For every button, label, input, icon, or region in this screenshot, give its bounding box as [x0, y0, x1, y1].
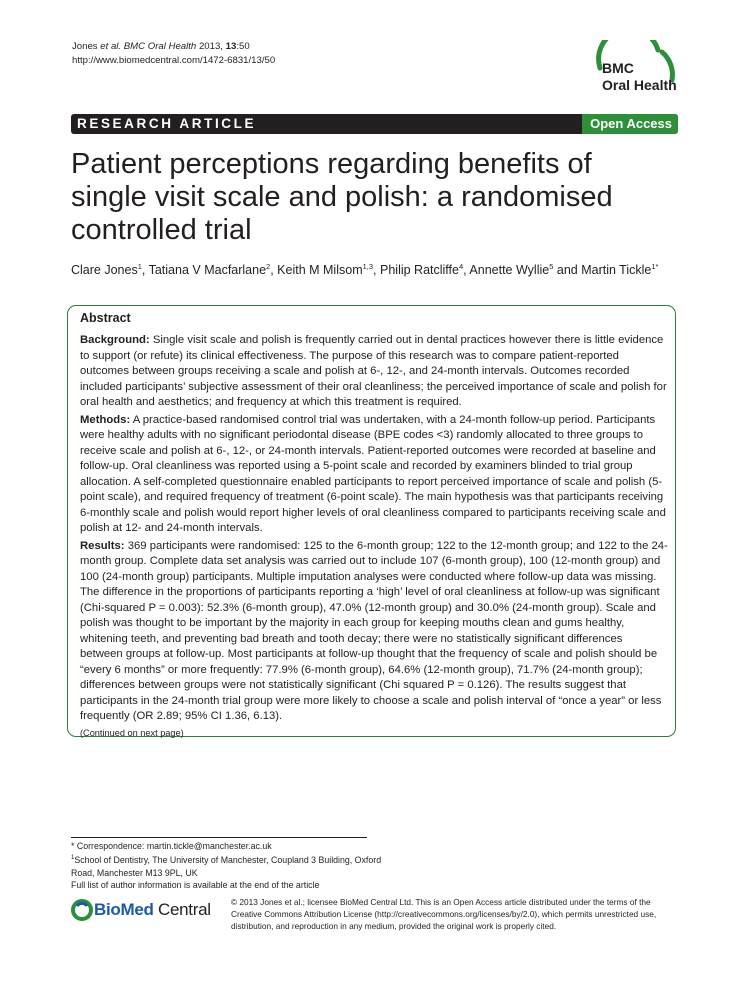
open-access-badge: Open Access: [582, 114, 678, 134]
correspondence-label: * Correspondence:: [71, 841, 145, 851]
license-text: © 2013 Jones et al.; licensee BioMed Central Ltd. This is an Open Access article distributed under the terms of the Creative Commons Attribution License (http://creativecommons.org/licenses/by/2.0), which permits unrestricted use, distribution, and reproduction in any medium, provided the original work is properly cited.: [231, 897, 657, 932]
correspondence-email[interactable]: martin.tickle@manchester.ac.uk: [146, 841, 272, 851]
author-name: Annette Wyllie: [469, 263, 550, 278]
correspondence-line: [71, 840, 391, 852]
logo-line-journal: Oral Health: [602, 77, 677, 93]
citation-volume: 13: [225, 41, 237, 52]
central-word: Central: [153, 900, 211, 919]
abstract-heading: Abstract: [80, 311, 131, 325]
citation-year: 2013,: [198, 41, 223, 52]
background-text: Single visit scale and polish is frequently carried out in dental practices however there is little evidence to support (or refute) its clinical effectiveness. The purpose of this research was to compare patient-reported outcomes between groups receiving a scale and polish at 6-, 12-, and 24-month intervals. Outcomes recorded included participants’ subjective assessment of their oral cleanliness; the perceived importance of scale and polish for oral health and aesthetics; and frequency at which this treatment is required.: [80, 334, 667, 408]
author-affiliation-sup: 5: [549, 262, 554, 271]
citation-line: [72, 40, 275, 54]
author-name: Philip Ratcliffe: [380, 263, 459, 278]
affiliation-line: [71, 852, 391, 879]
author-name: Tatiana V Macfarlane: [148, 263, 267, 278]
article-url[interactable]: http://www.biomedcentral.com/1472-6831/13/50: [72, 55, 276, 66]
author-separator: ,: [463, 263, 470, 278]
author-affiliation-sup: 1: [137, 262, 142, 271]
author-name: Clare Jones: [71, 263, 138, 278]
author-separator: and: [553, 263, 582, 278]
abstract-results: [80, 539, 668, 725]
abstract-background: [80, 333, 668, 411]
abstract-body: [80, 333, 668, 740]
citation-block: [72, 40, 275, 68]
article-title: Patient perceptions regarding benefits of single visit scale and polish: a randomised controlled trial: [71, 148, 613, 246]
continued-note: (Continued on next page): [80, 727, 184, 738]
author-separator: ,: [141, 263, 149, 278]
journal-logo-text: [602, 60, 677, 94]
biomed-central-wordmark: [94, 900, 211, 920]
author-list: [71, 259, 681, 278]
results-text: 369 participants were randomised: 125 to the 6-month group; 122 to the 12-month group; and 122 to the 24-month group. Complete data set analysis was carried out to include 107 (6-month group), 100 (12-month group) and 100 (24-month group) participants. Multiple imputation analyses were conducted where follow-up data was missing. The difference in the proportions of participants reporting a ‘high’ level of oral cleanliness at follow-up was significant (Chi-squared P = 0.003): 52.3% (6-month group), 47.0% (12-month group) and 30.0% (24-month group). Scale and polish was thought to be important by the majority in each group for keeping mouths clean and gums healthy, whitening teeth, and preventing bad breath and tooth decay; there were no statistically significant differences between groups at follow-up. Most participants at follow-up thought that the frequency of scale and polish should be “every 6 months” or more frequently: 77.9% (6-month group), 64.6% (12-month group), 71.7% (24-month group); differences between groups were not statistically significant (Chi squared P = 0.126). The results suggest that participants in the 24-month trial group were more likely to choose a scale and polish interval of “once a year” or less frequently (OR 2.89; 95% CI 1.36, 6.13).: [80, 539, 668, 722]
author-affiliation-sup: 1,3: [362, 262, 374, 271]
affiliation-sup: 1: [71, 855, 75, 862]
article-type-banner: [71, 114, 678, 134]
logo-line-bmc: BMC: [602, 60, 634, 76]
full-author-info-note: Full list of author information is available at the end of the article: [71, 879, 320, 890]
author-affiliation-sup: 2: [266, 262, 271, 271]
author-separator: ,: [373, 263, 380, 278]
author-name: Martin Tickle: [581, 263, 652, 278]
citation-authors: Jones: [72, 41, 98, 52]
background-label: Background:: [80, 334, 150, 346]
citation-journal: BMC Oral Health: [123, 41, 197, 52]
author-name: Keith M Milsom: [277, 263, 363, 278]
abstract-methods: [80, 413, 668, 537]
author-separator: ,: [270, 263, 278, 278]
methods-label: Methods:: [80, 413, 131, 426]
author-affiliation-sup: 1*: [651, 262, 659, 271]
affiliation-text: School of Dentistry, The University of Manchester, Coupland 3 Building, Oxford Road, Manchester M13 9PL, UK: [71, 855, 382, 878]
results-label: Results:: [80, 539, 125, 552]
methods-text: A practice-based randomised control trial was undertaken, with a 24-month follow-up period. Participants were healthy adults with no significant periodontal disease (BPE codes <3) randomly allocated to three groups to receive scale and polish at 6-, 12-, or 24-month intervals. Patient-reported outcomes were recorded at baseline and follow-up. Oral cleanliness was reported using a 5-point scale and recorded by examiners blinded to trial group allocation. A self-completed questionnaire enabled participants to report perceived importance of scale and polish (5-point scale), and required frequency of treatment (6-point scale). The main hypothesis was that participants receiving 6-monthly scale and polish would report higher levels of oral cleanliness compared to participants receiving scale and polish at 12- and 24-month intervals.: [80, 413, 666, 534]
biomed-word: BioMed: [94, 900, 154, 919]
footnotes: [71, 840, 391, 891]
citation-page: :50: [236, 41, 250, 52]
article-type-label: RESEARCH ARTICLE: [77, 116, 257, 131]
footnote-divider: [71, 837, 367, 838]
author-affiliation-sup: 4: [458, 262, 464, 271]
citation-etal: et al.: [100, 41, 122, 52]
